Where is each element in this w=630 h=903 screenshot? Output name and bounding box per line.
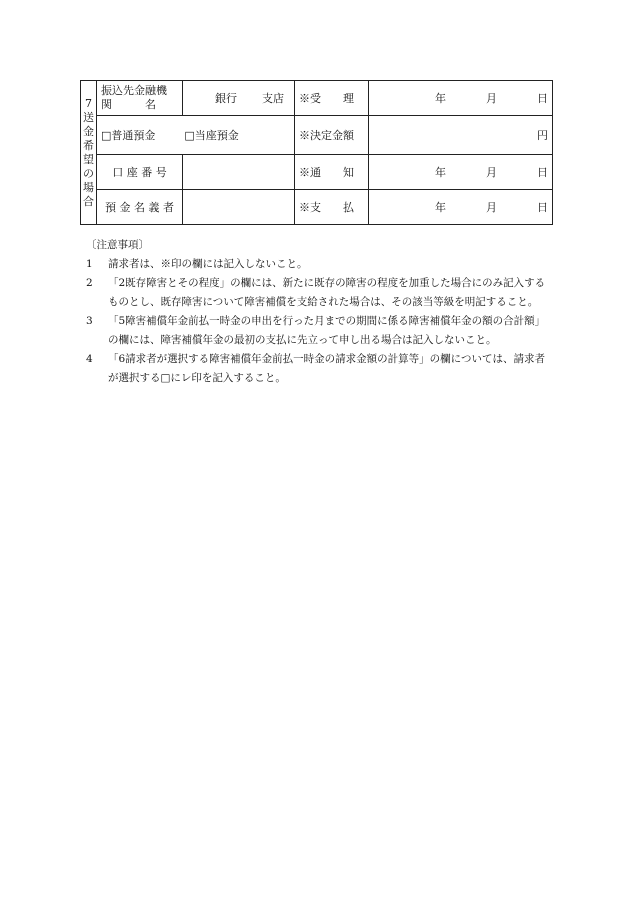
payment-label: ※支 払 xyxy=(295,190,369,225)
notes-section xyxy=(86,236,548,388)
payment-date-field[interactable] xyxy=(369,190,553,225)
receipt-label: ※受 理 xyxy=(295,81,369,116)
note-number: 4 xyxy=(86,353,93,365)
deposit-row xyxy=(81,116,553,155)
note-text: 請求者は、※印の欄には記入しないこと。 xyxy=(108,258,308,270)
notice-label: ※通 知 xyxy=(295,155,369,190)
account-holder-field[interactable] xyxy=(183,190,295,225)
note-number: 1 xyxy=(86,258,93,270)
decided-amount-field[interactable] xyxy=(369,116,553,155)
notice-date-field[interactable] xyxy=(369,155,553,190)
day-label: 日 xyxy=(537,166,548,179)
account-number-label: 口 座 番 号 xyxy=(97,155,183,190)
current-deposit-checkbox[interactable]: □当座預金 xyxy=(184,129,239,142)
section-heading xyxy=(81,81,97,225)
section-char: の xyxy=(83,166,94,180)
bank-name-field[interactable] xyxy=(183,81,295,116)
bank-word: 銀行 xyxy=(215,92,237,105)
year-label: 年 xyxy=(435,166,446,179)
section-char: 場 xyxy=(83,180,94,194)
note-text: 「5障害補償年金前払一時金の申出を行った月までの期間に係る障害補償年金の額の合計額」の欄には、障害補償年金の最初の支払に先立って申し出る場合は記入しないこと。 xyxy=(108,315,546,346)
month-label: 月 xyxy=(486,201,497,214)
account-holder-label: 預 金 名 義 者 xyxy=(97,190,183,225)
note-number: 2 xyxy=(86,277,93,289)
section-char: 金 xyxy=(83,124,94,138)
account-number-field[interactable] xyxy=(183,155,295,190)
account-row xyxy=(81,155,553,190)
note-text: 「6請求者が選択する障害補償年金前払一時金の請求金額の計算等」の欄については、請求者が選択する□にレ印を記入すること。 xyxy=(108,353,545,384)
branch-word: 支店 xyxy=(262,92,284,105)
remittance-table xyxy=(80,80,553,225)
day-label: 日 xyxy=(537,201,548,214)
month-label: 月 xyxy=(486,92,497,105)
section-number: 7 xyxy=(85,96,92,110)
bank-label-line1: 振込先金融機 xyxy=(101,84,167,97)
bank-label-line2: 関 名 xyxy=(101,98,156,111)
yen-unit: 円 xyxy=(537,129,548,142)
note-text: 「2既存障害とその程度」の欄には、新たに既存の障害の程度を加重した場合にのみ記入するものとし、既存障害について障害補償を支給された場合は、その該当等級を明記すること。 xyxy=(108,277,546,308)
ordinary-deposit-checkbox[interactable]: □普通預金 xyxy=(101,129,156,142)
note-item xyxy=(86,274,548,312)
receipt-date-field[interactable] xyxy=(369,81,553,116)
decided-amount-label: ※決定金額 xyxy=(295,116,369,155)
note-item xyxy=(86,350,548,388)
month-label: 月 xyxy=(486,166,497,179)
note-item xyxy=(86,255,548,274)
year-label: 年 xyxy=(435,92,446,105)
deposit-type-field[interactable] xyxy=(97,116,295,155)
section-char: 合 xyxy=(83,194,94,208)
section-char: 望 xyxy=(83,152,94,166)
note-item xyxy=(86,312,548,350)
holder-row xyxy=(81,190,553,225)
note-number: 3 xyxy=(86,315,93,327)
bank-row xyxy=(81,81,553,116)
notes-title: 〔注意事項〕 xyxy=(86,239,149,251)
day-label: 日 xyxy=(537,92,548,105)
section-char: 希 xyxy=(83,138,94,152)
bank-label xyxy=(97,81,183,116)
section-char: 送 xyxy=(83,110,94,124)
year-label: 年 xyxy=(435,201,446,214)
